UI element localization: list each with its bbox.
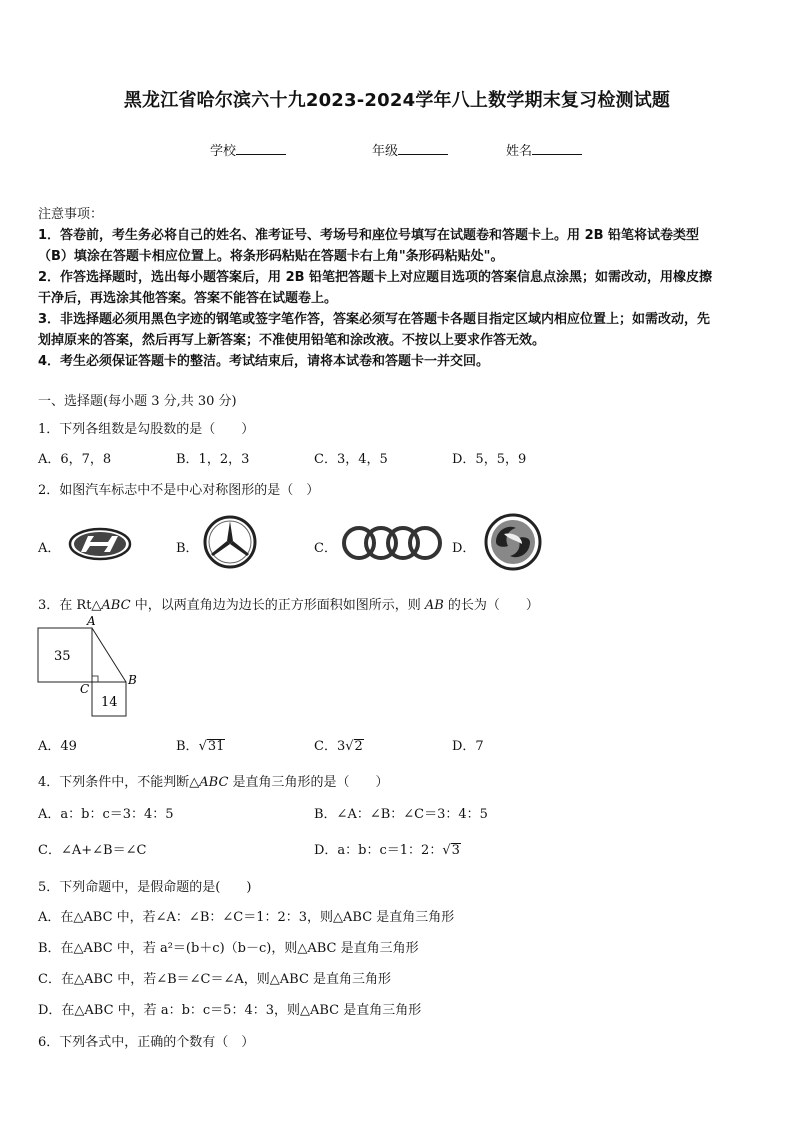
q3-option-b-pre: B． (176, 739, 199, 754)
q4-stem-post: 是直角三角形的是（ ） (228, 775, 389, 790)
question-1-stem: 1．下列各组数是勾股数的是（ ） (38, 422, 255, 437)
q2-option-a-label: A． (38, 541, 61, 556)
q4-option-d-radicand: 3 (451, 843, 460, 858)
q4-option-d: D．a：b：c＝1：2：√3 (314, 843, 460, 858)
q3-point-a: A (87, 614, 96, 628)
q3-option-c-radicand: 2 (354, 739, 363, 754)
name-field (506, 140, 582, 159)
dongfeng-logo (482, 512, 544, 572)
q4-stem-abc: ABC (199, 775, 229, 790)
notice-line: （B）填涂在答题卡相应位置上。将条形码粘贴在答题卡右上角"条形码粘贴处"。 (38, 249, 504, 264)
q4-option-c: C．∠A+∠B＝∠C (38, 843, 147, 858)
q3-point-c: C (80, 682, 90, 696)
q5-option-d: D．在△ABC 中，若 a：b：c＝5：4：3，则△ABC 是直角三角形 (38, 1003, 422, 1018)
q3-option-d: D．7 (452, 739, 484, 754)
school-field (210, 140, 286, 159)
hyundai-logo (68, 526, 132, 562)
q2-option-b-label: B． (176, 541, 199, 556)
question-3-stem (38, 594, 539, 613)
notice-line: 4．考生必须保证答题卡的整洁。考试结束后，请将本试卷和答题卡一并交回。 (38, 354, 490, 369)
mercedes-logo (202, 514, 258, 570)
q5-option-c: C．在△ABC 中，若∠B＝∠C＝∠A，则△ABC 是直角三角形 (38, 972, 392, 987)
q1-option-a: A．6，7，8 (38, 452, 112, 467)
question-2-stem: 2．如图汽车标志中不是中心对称图形的是（ ） (38, 483, 320, 498)
q5-option-a: A．在△ABC 中，若∠A：∠B：∠C＝1：2：3，则△ABC 是直角三角形 (38, 910, 455, 925)
q1-option-d: D．5，5，9 (452, 452, 527, 467)
q3-point-b: B (128, 673, 137, 687)
notice-line: 3．非选择题必须用黑色字迹的钢笔或签字笔作答，答案必须写在答题卡各题目指定区域内相应位置上；如需改动，先 (38, 312, 711, 327)
q3-stem-post: 的长为（ ） (443, 598, 539, 613)
grade-field (372, 140, 448, 159)
q4-option-a: A．a：b：c＝3：4：5 (38, 807, 174, 822)
q3-square-14: 14 (101, 695, 118, 710)
q3-stem-ab: AB (424, 598, 444, 613)
q4-option-d-pre: D．a：b：c＝1：2： (314, 843, 443, 858)
school-label: 学校 (210, 144, 237, 159)
q1-option-c: C．3，4，5 (314, 452, 388, 467)
q1-option-b: B．1，2，3 (176, 452, 250, 467)
notice-heading: 注意事项： (38, 207, 104, 222)
q2-option-d-label: D． (452, 541, 476, 556)
q4-stem-pre: 4．下列条件中，不能判断△ (38, 775, 200, 790)
notice-line: 2．作答选择题时，选出每小题答案后，用 2B 铅笔把答题卡上对应题目选项的答案信息点涂黑；如需改动，用橡皮擦 (38, 270, 713, 285)
notice-line: 1．答卷前，考生务必将自己的姓名、准考证号、考场号和座位号填写在试题卷和答题卡上。用 2B 铅笔将试卷类型 (38, 228, 700, 243)
name-label: 姓名 (506, 144, 533, 159)
section-heading: 一、选择题(每小题 3 分,共 30 分) (38, 394, 237, 409)
q4-option-b: B．∠A：∠B：∠C＝3：4：5 (314, 807, 488, 822)
question-6-stem: 6．下列各式中，正确的个数有（ ） (38, 1035, 255, 1050)
school-blank (236, 142, 286, 155)
q3-option-c-pre: C．3 (314, 739, 346, 754)
q3-option-b: B．√31 (176, 739, 225, 754)
q3-stem-mid: 中，以两直角边为边长的正方形面积如图所示，则 (130, 598, 425, 613)
audi-logo (340, 524, 444, 562)
grade-blank (398, 142, 448, 155)
q3-option-a: A．49 (38, 739, 77, 754)
q3-option-c: C．3√2 (314, 739, 363, 754)
notice-line: 划掉原来的答案，然后再写上新答案；不准使用铅笔和涂改液。不按以上要求作答无效。 (38, 333, 546, 348)
q2-option-c-label: C． (314, 541, 337, 556)
q3-stem-pre: 3．在 Rt△ (38, 598, 102, 613)
page-title: 黑龙江省哈尔滨六十九2023-2024学年八上数学期末复习检测试题 (123, 90, 671, 111)
q3-square-35: 35 (54, 649, 71, 664)
q5-option-b: B．在△ABC 中，若 a²＝(b＋c)（b－c)，则△ABC 是直角三角形 (38, 941, 419, 956)
question-4-stem (38, 771, 389, 790)
grade-label: 年级 (372, 144, 399, 159)
question-5-stem: 5．下列命题中，是假命题的是( ) (38, 880, 252, 895)
notice-line: 干净后，再选涂其他答案。答案不能答在试题卷上。 (38, 291, 338, 306)
q3-stem-abc: ABC (101, 598, 131, 613)
q3-figure (36, 614, 146, 720)
name-blank (532, 142, 582, 155)
q3-option-b-radicand: 31 (207, 739, 225, 754)
